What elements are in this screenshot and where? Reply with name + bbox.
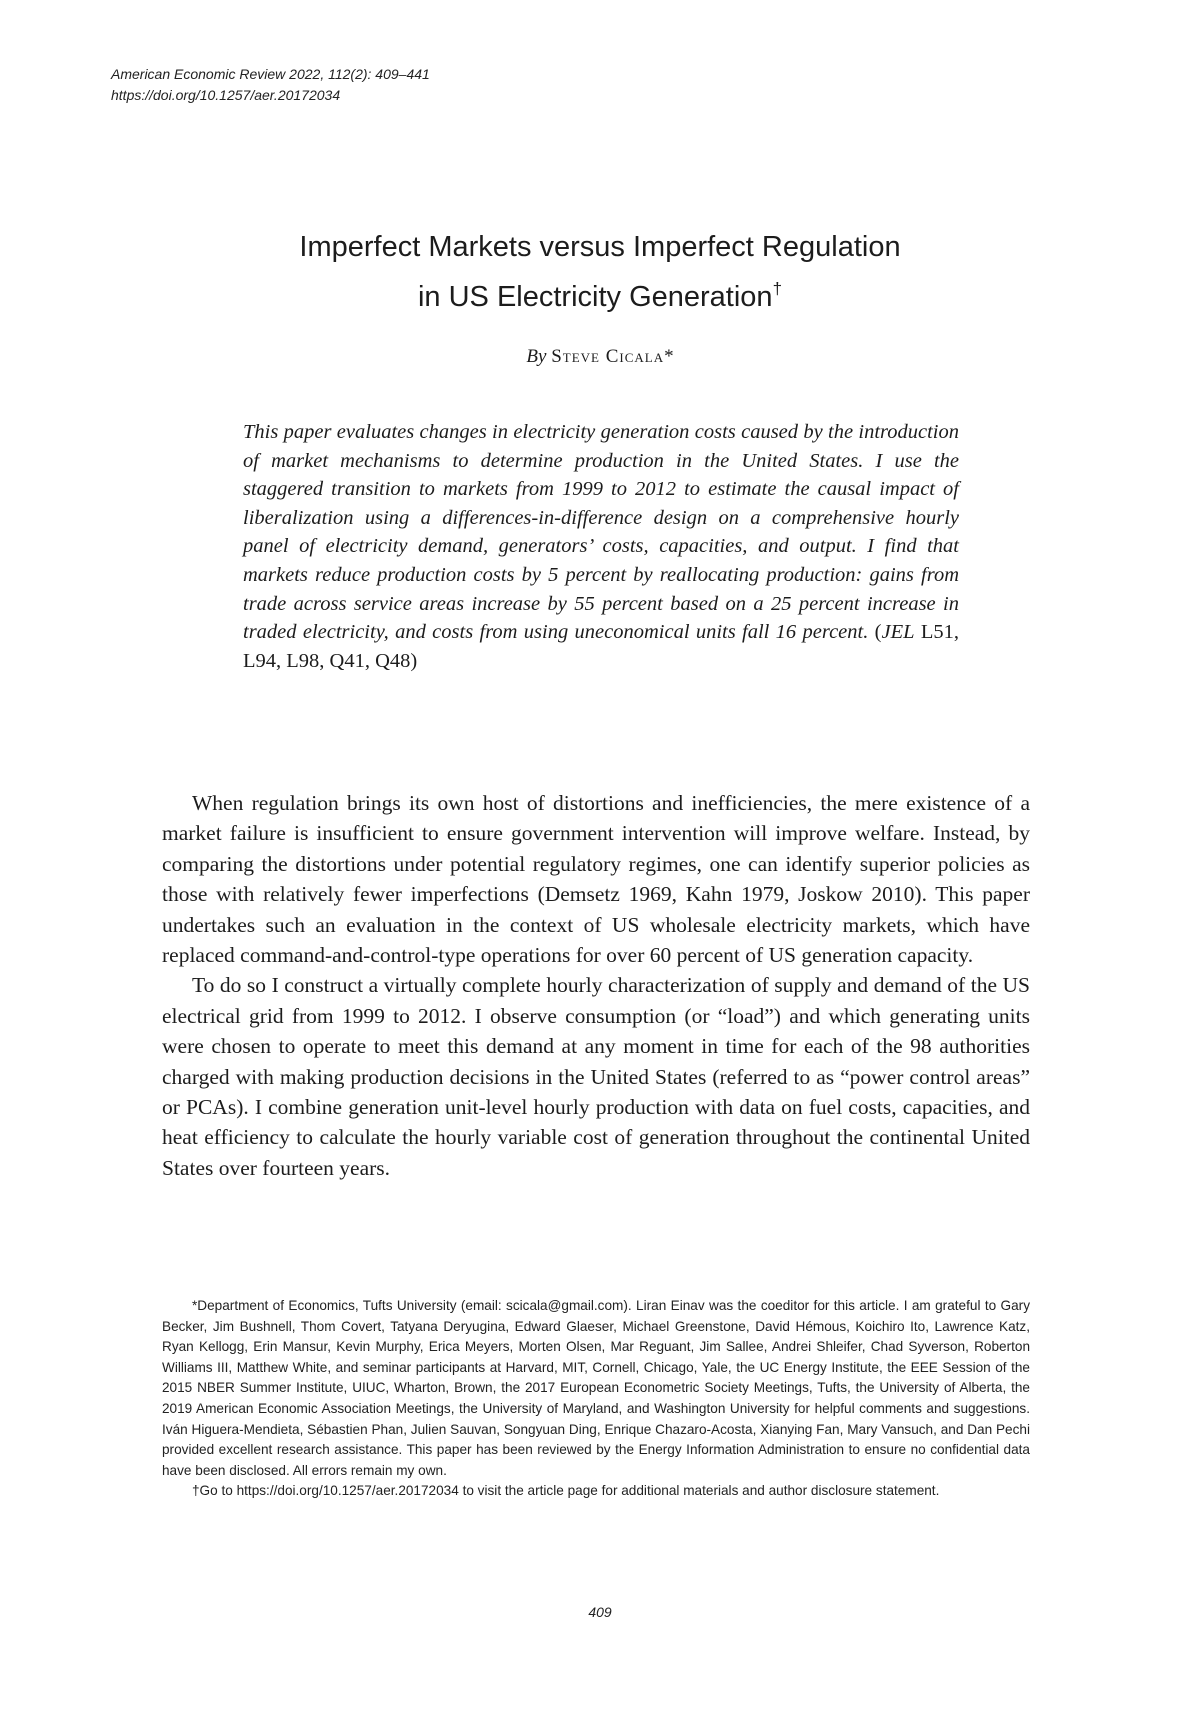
title-dagger-mark: † bbox=[772, 279, 783, 298]
journal-citation: American Economic Review 2022, 112(2): 409–441 bbox=[111, 66, 430, 82]
jel-codes: L51, L94, L98, Q41, Q48) bbox=[243, 621, 960, 672]
jel-label: JEL bbox=[881, 621, 915, 644]
title-line-2-text: in US Electricity Generation bbox=[417, 281, 773, 313]
body-paragraph: When regulation brings its own host of distortions and inefficiencies, the mere existence of a market failure is insufficient to ensure government intervention will improve welfare. Instead, by comparing the distortions under potential regulatory regimes, one can identify superior policies as those with relatively fewer imperfections (Demsetz 1969, Kahn 1979, Joskow 2010). This paper undertakes such an evaluation in the context of US wholesale electricity markets, which have replaced command-and-control-type operations for over 60 percent of US generation capacity. bbox=[162, 791, 1030, 968]
footnotes bbox=[162, 1296, 1030, 1502]
title-line-1: Imperfect Markets versus Imperfect Regulation bbox=[299, 231, 901, 263]
page-number: 409 bbox=[588, 1604, 612, 1620]
body-text bbox=[162, 788, 1030, 1183]
author-footnote: *Department of Economics, Tufts University (email: scicala@gmail.com). Liran Einav was the coeditor for this article. I am grateful to Gary Becker, Jim Bushnell, Thom Covert, Tatyana Deryugina, Edward Glaeser, Michael Greenstone, David Hémous, Koichiro Ito, Lawrence Katz, Ryan Kellogg, Erin Mansur, Kevin Murphy, Erica Meyers, Morten Olsen, Mar Reguant, Jim Sallee, Andrei Shleifer, Chad Syverson, Roberton Williams III, Matthew White, and seminar participants at Harvard, MIT, Cornell, Chicago, Yale, the UC Energy Institute, the EEE Session of the 2015 NBER Summer Institute, UIUC, Wharton, Brown, the 2017 European Econometric Society Meetings, Tufts, the University of Alberta, the 2019 American Economic Association Meetings, the University of Maryland, and Washington University for helpful comments and suggestions. Iván Higuera-Mendieta, Sébastien Phan, Julien Sauvan, Songyuan Ding, Enrique Chazaro-Acosta, Xianying Fan, Mary Vansuch, and Dan Pechi provided excellent research assistance. This paper has been reviewed by the Energy Information Administration to ensure no confidential data have been disclosed. All errors remain my own. bbox=[162, 1298, 1030, 1478]
dagger-footnote: †Go to https://doi.org/10.1257/aer.20172034 to visit the article page for additional materials and author disclosure statement. bbox=[192, 1483, 940, 1499]
title-line-2 bbox=[0, 268, 1200, 318]
journal-header bbox=[111, 64, 430, 106]
abstract-text: This paper evaluates changes in electricity generation costs caused by the introduction of market mechanisms to determine production in the United States. I use the staggered transition to markets from 1999 to 2012 to estimate the causal impact of liberalization using a differences-in-difference design on a comprehensive hourly panel of electricity demand, generators’ costs, capacities, and output. I find that markets reduce production costs by 5 percent by reallocating production: gains from trade across service areas increase by 55 percent based on a 25 percent increase in traded electricity, and costs from using uneconomical units fall 16 percent. bbox=[243, 421, 959, 644]
abstract bbox=[243, 418, 959, 675]
author-name: Steve Cicala bbox=[551, 346, 665, 367]
article-doi: https://doi.org/10.1257/aer.20172034 bbox=[111, 87, 341, 103]
paper-title bbox=[0, 226, 1200, 318]
byline bbox=[0, 346, 1200, 368]
author-footnote-mark: * bbox=[664, 346, 674, 367]
byline-prefix: By bbox=[526, 346, 547, 367]
body-paragraph: To do so I construct a virtually complete hourly characterization of supply and demand of the US electrical grid from 1999 to 2012. I observe consumption (or “load”) and which generating units were chosen to operate to meet this demand at any moment in time for each of the 98 authorities charged with making production decisions in the United States (referred to as “power control areas” or PCAs). I combine generation unit-level hourly production with data on fuel costs, capacities, and heat efficiency to calculate the hourly variable cost of generation throughout the continental United States over fourteen years. bbox=[162, 973, 1030, 1180]
jel-open-paren: ( bbox=[874, 621, 882, 644]
